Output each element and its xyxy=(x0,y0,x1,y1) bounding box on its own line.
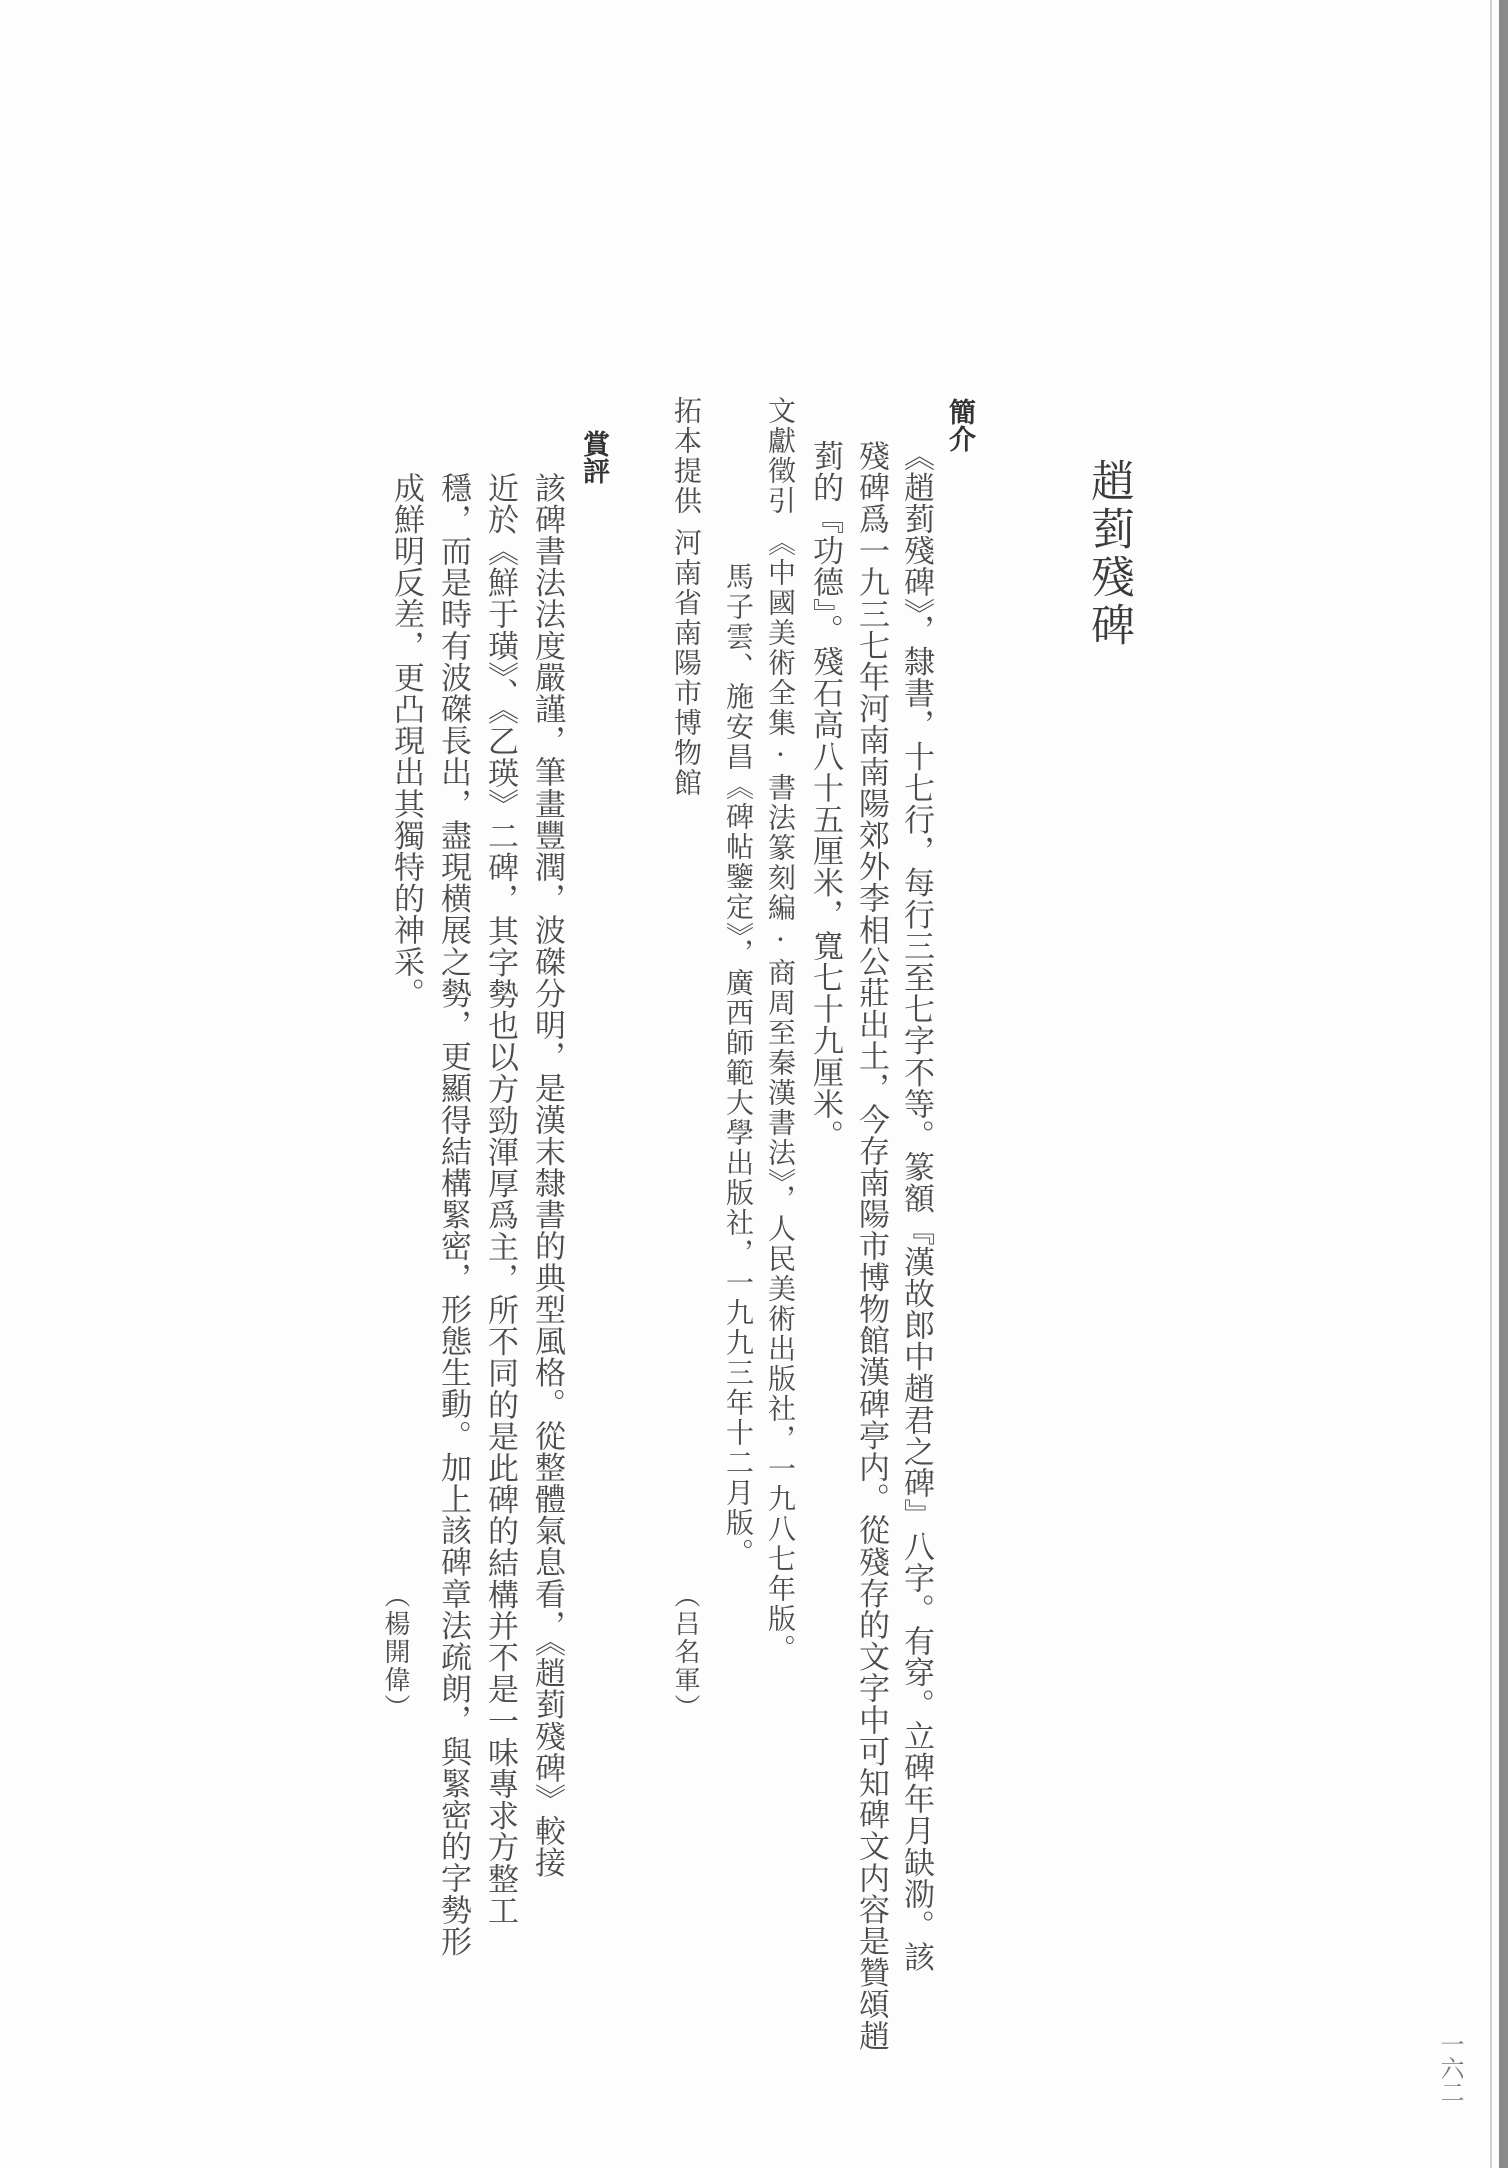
review-line-4: 成鮮明反差，更凸現出其獨特的神采。 xyxy=(388,472,424,1010)
intro-author: （吕名軍） xyxy=(670,1582,700,1722)
reference-1: 《中國美術全集·書法篆刻編·商周至秦漢書法》，人民美術出版社，一九八七年版。 xyxy=(764,528,797,1664)
intro-line-1: 《趙菿殘碑》，隸書，十七行，每行三至七字不等。篆額『漢故郎中趙君之碑』八字。有穿。立碑年月缺泐。該 xyxy=(898,440,934,1973)
review-heading: 賞評 xyxy=(578,430,609,484)
references-label: 文獻徵引 xyxy=(764,396,797,516)
rubbing-label: 拓本提供 xyxy=(670,396,703,516)
review-line-2: 近於《鮮于璜》、《乙瑛》二碑，其字勢也以方勁渾厚爲主，所不同的是此碑的結構并不是一味專求方整工 xyxy=(482,472,518,1927)
page-number: 一六二 xyxy=(1436,2032,1464,2104)
intro-line-3: 菿的『功德』。殘石高八十五厘米，寬七十九厘米。 xyxy=(807,440,843,1152)
page-edge-line xyxy=(1490,0,1492,2168)
page-edge-shadow xyxy=(1499,0,1508,2168)
review-author: （楊開偉） xyxy=(380,1582,410,1722)
page-title: 趙菿殘碑 xyxy=(1083,458,1134,650)
intro-heading: 簡介 xyxy=(944,398,975,452)
reference-2: 馬子雲、施安昌《碑帖鑒定》，廣西師範大學出版社，一九九三年十二月版。 xyxy=(722,562,755,1568)
rubbing-source: 河南省南陽市博物館 xyxy=(670,528,703,798)
review-line-3: 穩，而是時有波磔長出，盡現横展之勢，更顯得結構緊密，形態生動。加上該碑章法疏朗，與緊密的字勢形 xyxy=(435,472,471,1958)
intro-line-2: 殘碑爲一九三七年河南南陽郊外李相公莊出土，今存南陽市博物館漢碑亭内。從殘存的文字中可知碑文内容是贊頌趙 xyxy=(853,440,889,2052)
review-line-1: 該碑書法法度嚴謹，筆畫豐潤，波磔分明，是漢末隸書的典型風格。從整體氣息看，《趙菿殘碑》較接 xyxy=(529,472,565,1879)
